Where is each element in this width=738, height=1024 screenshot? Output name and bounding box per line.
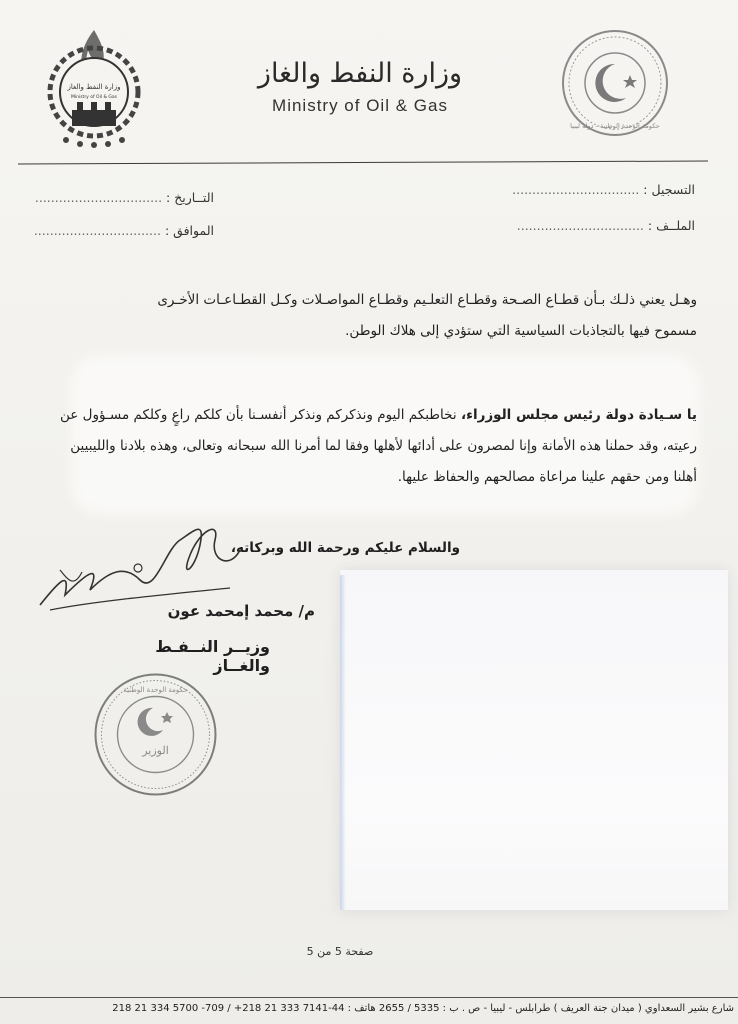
government-seal-icon: [560, 28, 670, 138]
date-field: [12, 190, 214, 205]
date-label: التــاريخ :: [166, 190, 214, 205]
footer-address: شارع بشير السعداوي ( ميدان جنة العريف ) طرابلس - ليبيا - ص . ب : 5335 / 2655 هاتف : 44-7141 333 21 218+ / 709- 5700 334 21 218: [112, 1003, 734, 1014]
paragraph-2-addressee: يا سـيادة دولة رئيس مجلس الوزراء،: [460, 407, 697, 423]
corresponding-date-field: [12, 223, 214, 238]
file-label: الملــف :: [647, 218, 695, 233]
logo-english-text: Ministry of Oil & Gas: [70, 95, 118, 100]
logo-arabic-text: وزارة النفط والغاز: [67, 83, 121, 91]
seal-text: حكومة الوحدة الوطنية - دولة ليبيا: [570, 122, 660, 130]
paragraph-2: [22, 400, 697, 493]
stamp-center-text: الوزير: [142, 744, 169, 757]
paragraph-2-line-3: أهلنا ومن حقهم علينا مراعاة مصالحهم والحفاظ عليها.: [397, 469, 697, 485]
registration-dots: ................................: [512, 182, 640, 197]
header-divider: [18, 160, 708, 164]
official-stamp-icon: [93, 672, 218, 797]
paragraph-1-line-2: مسموح فيها بالتجاذبات السياسية التي ستؤدي إلى هلاك الوطن.: [345, 323, 697, 339]
corresponding-date-label: الموافق :: [164, 223, 214, 238]
stamp-ring-text: حكومة الوحدة الوطنية: [123, 686, 188, 694]
ministry-logo-icon: [44, 22, 144, 152]
page-number: صفحة 5 من 5: [306, 945, 374, 958]
blank-patch: [340, 570, 728, 910]
corresponding-date-dots: ................................: [33, 223, 161, 238]
paragraph-1: [22, 285, 697, 347]
closing-salutation: والسلام عليكم ورحمة الله وبركاته،: [230, 540, 460, 556]
date-dots: ................................: [34, 190, 163, 205]
patch-edge: [340, 575, 346, 910]
registration-label: التسجيل :: [643, 182, 695, 197]
footer-divider: [0, 997, 738, 998]
paragraph-2-line-2: رعيته، وقد حملنا هذه الأمانة وإنا لمصرون على أدائها لأهلها وفقا لما أمرنا الله سبحانه وتعالى، وهذه بلادنا والليبيين: [70, 438, 697, 454]
registration-field: [470, 182, 695, 197]
file-dots: ................................: [516, 218, 644, 233]
signer-title: وزيــر النــفـط والغــاز: [155, 637, 270, 675]
file-field: [470, 218, 695, 233]
ministry-title-english: Ministry of Oil & Gas: [272, 96, 448, 115]
ministry-title-arabic: وزارة النفط والغاز: [257, 58, 463, 89]
signer-name: م/ محمد إمحمد عون: [167, 602, 315, 620]
paragraph-2-line-1: نخاطبكم اليوم ونذكركم ونذكر أنفسـنا بأن كلكم راعٍ وكلكم مسـؤول عن: [60, 407, 461, 423]
paragraph-1-line-1: وهـل يعني ذلـك بـأن قطـاع الصـحة وقطـاع التعلـيم وقطـاع المواصـلات وكـل القطـاعـات الأخـرى: [157, 292, 697, 308]
